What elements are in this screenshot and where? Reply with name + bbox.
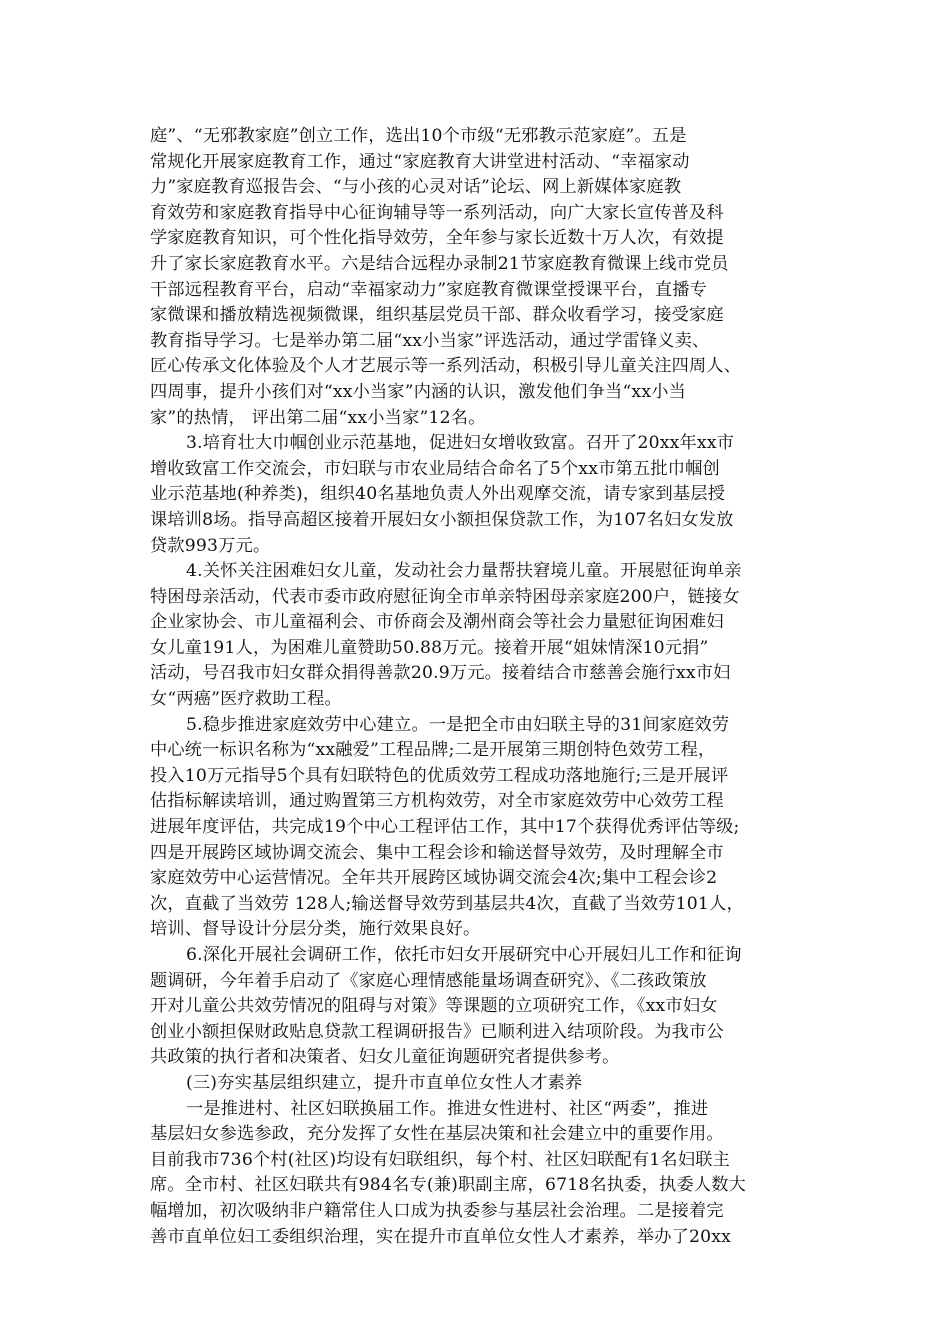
text-line: 学家庭教育知识，可个性化指导效劳，全年参与家长近数十万人次，有效提	[150, 228, 724, 249]
text-line: 一是推进村、社区妇联换届工作。推进女性进村、社区“两委”，推进	[186, 1098, 709, 1119]
text-line: 特困母亲活动，代表市委市政府慰征询全市单亲特困母亲家庭200户，链接女	[150, 586, 740, 607]
text-line: 4.关怀关注困难妇女儿童，发动社会力量帮扶窘境儿童。开展慰征询单亲	[186, 561, 742, 582]
text-line: 3.培育壮大巾帼创业示范基地，促进妇女增收致富。召开了20xx年xx市	[186, 433, 735, 454]
text-line: 增收致富工作交流会，市妇联与市农业局结合命名了5个xx市第五批巾帼创	[150, 458, 720, 479]
text-line: 四是开展跨区域协调交流会、集中工程会诊和输送督导效劳，及时理解全市	[150, 842, 724, 863]
text-line: 创业小额担保财政贴息贷款工程调研报告》已顺利进入结项阶段。为我市公	[150, 1021, 724, 1042]
text-line: 进展年度评估，共完成19个中心工程评估工作，其中17个获得优秀评估等级;	[150, 817, 740, 838]
text-line: 家微课和播放精选视频微课，组织基层党员干部、群众收看学习，接受家庭	[150, 305, 724, 326]
text-line: 培训、督导设计分层分类，施行效果良好。	[150, 919, 481, 940]
text-line: 开对儿童公共效劳情况的阻碍与对策》等课题的立项研究工作，《xx市妇女	[150, 996, 718, 1017]
text-line: 四周事，提升小孩们对“xx小当家”内涵的认识，激发他们争当“xx小当	[150, 381, 686, 402]
text-line: 5.稳步推进家庭效劳中心建立。一是把全市由妇联主导的31间家庭效劳	[186, 714, 730, 735]
text-line: 匠心传承文化体验及个人才艺展示等一系列活动，积极引导儿童关注四周人、	[150, 356, 742, 377]
text-line: 干部远程教育平台，启动“幸福家动力”家庭教育微课堂授课平台，直播专	[150, 279, 707, 300]
text-line: (三)夯实基层组织建立，提升市直单位女性人才素养	[186, 1072, 583, 1093]
text-line: 育效劳和家庭教育指导中心征询辅导等一系列活动，向广大家长宣传普及科	[150, 202, 724, 223]
text-line: 庭”、“无邪教家庭”创立工作，选出10个市级“无邪教示范家庭”。五是	[150, 126, 687, 146]
text-line: 业示范基地(种养类)，组织40名基地负责人外出观摩交流，请专家到基层授	[150, 484, 726, 505]
text-line: 基层妇女参选参政，充分发挥了女性在基层决策和社会建立中的重要作用。	[150, 1124, 724, 1145]
text-line: 估指标解读培训，通过购置第三方机构效劳，对全市家庭效劳中心效劳工程	[150, 791, 724, 812]
text-line: 目前我市736个村(社区)均设有妇联组织，每个村、社区妇联配有1名妇联主	[150, 1149, 730, 1170]
text-line: 次，直截了当效劳 128人;输送督导效劳到基层共4次，直截了当效劳101人，	[150, 893, 744, 914]
text-line: 6.深化开展社会调研工作，依托市妇女开展研究中心开展妇儿工作和征询	[186, 945, 742, 965]
text-line: 家庭效劳中心运营情况。全年共开展跨区域协调交流会4次;集中工程会诊2	[150, 868, 718, 889]
text-line: 中心统一标识名称为“xx融爱”工程品牌;二是开展第三期创特色效劳工程，	[150, 740, 716, 761]
text-line: 家”的热情， 评出第二届“xx小当家”12名。	[150, 407, 486, 428]
text-line: 课培训8场。指导高超区接着开展妇女小额担保贷款工作，为107名妇女发放	[150, 509, 734, 530]
text-line: 善市直单位妇工委组织治理，实在提升市直单位女性人才素养，举办了20xx	[150, 1226, 732, 1247]
text-line: 女“两癌”医疗救助工程。	[150, 689, 342, 710]
text-line: 常规化开展家庭教育工作，通过“家庭教育大讲堂进村活动、“幸福家动	[150, 151, 690, 172]
text-line: 升了家长家庭教育水平。六是结合远程办录制21节家庭教育微课上线市党员	[150, 253, 729, 274]
text-line: 共政策的执行者和决策者、妇女儿童征询题研究者提供参考。	[150, 1047, 620, 1068]
document-body	[150, 124, 802, 1250]
text-line: 贷款993万元。	[150, 535, 271, 556]
text-line: 教育指导学习。七是举办第二届“xx小当家”评选活动，通过学雷锋义卖、	[150, 330, 710, 351]
text-line: 力”家庭教育巡报告会、“与小孩的心灵对话”论坛、网上新媒体家庭教	[150, 177, 682, 198]
text-line: 投入10万元指导5个具有妇联特色的优质效劳工程成功落地施行;三是开展评	[150, 765, 729, 786]
text-line: 企业家协会、市儿童福利会、市侨商会及潮州商会等社会力量慰征询困难妇	[150, 612, 724, 633]
text-line: 题调研，今年着手启动了《家庭心理情感能量场调查研究》、《二孩政策放	[150, 970, 707, 991]
text-line: 席。全市村、社区妇联共有984名专(兼)职副主席，6718名执委，执委人数大	[150, 1175, 746, 1196]
text-line: 幅增加，初次吸纳非户籍常住人口成为执委参与基层社会治理。二是接着完	[150, 1200, 724, 1221]
text-line: 活动，号召我市妇女群众捐得善款20.9万元。接着结合市慈善会施行xx市妇	[150, 663, 731, 684]
text-line: 女儿童191人，为困难儿童赞助50.88万元。接着开展“姐妹情深10元捐”	[150, 637, 709, 658]
